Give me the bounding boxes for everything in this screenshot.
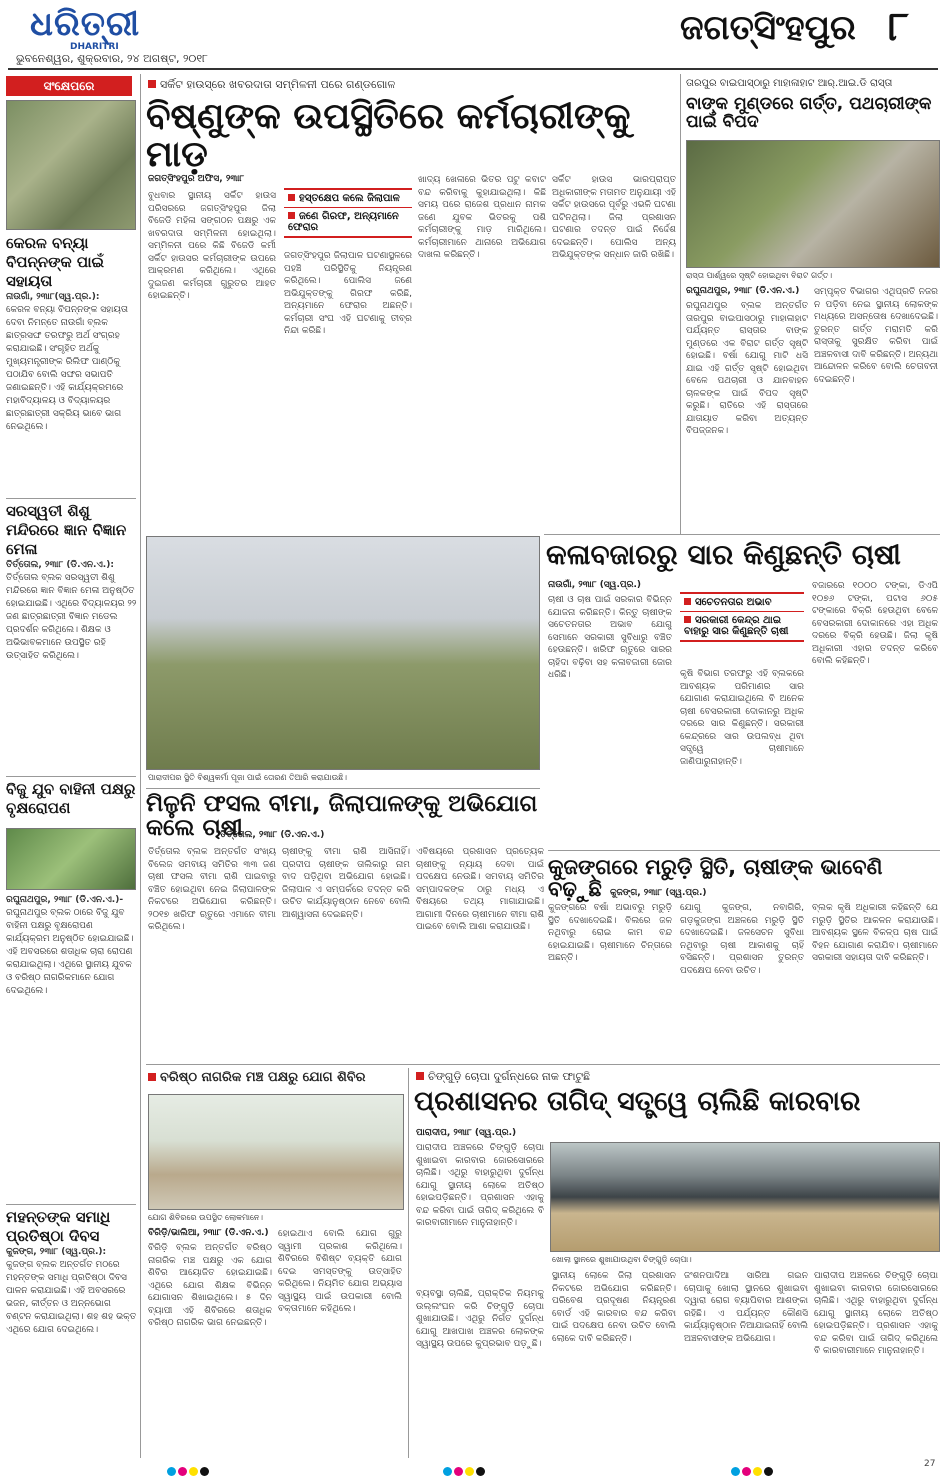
lead-body-col3: ଖାଦ୍ୟ ଖେଳାରେ ଭିତର ପଟୁ କବାଟ ବନ୍ଦ କରିବାକୁ କୁହାଯାଇଥିଲା। କିଛି ସମୟ ପରେ ରାଜେଶ ପ୍ରଧାନ ନାମକ ଜଣେ ଯୁବକ ଭିତରକୁ ପଶି କର୍ମଚାରୀଙ୍କୁ ମାଡ଼ ମାରିଥିଲେ। କର୍ମଚାରୀମାନେ ଥାନାରେ ଅଭିଯୋଗ ଦାଖଲ କରିଛନ୍ତି। <box>418 175 546 260</box>
paradeep-photo-shrimp-shells <box>550 1142 940 1252</box>
paradeep-body-col4: ଜଂଶନପାଦିଆ ସାରିଆ ଗଇନ ଚୋପାକୁ ଖୋଲା ସ୍ଥାନରେ ଶୁଖାଇବା ଦ୍ୱାରା ରୋଗ ବ୍ୟାପିବାର ଆଶଙ୍କା ରହିଛି। ଏ ପର୍ଯ୍ୟନ୍ତ କୌଣସି କାର୍ଯ୍ୟାନୁଷ୍ଠାନ ନିଆଯାଇନାହିଁ ବୋଲି ଅଞ୍ଚଳବାସୀଙ୍କ ଅଭିଯୋଗ। <box>684 1271 808 1344</box>
red-square-icon <box>288 194 295 201</box>
road-dateline: ରଘୁନାଥପୁର, ୨୩ା୮ (ଡି.ଏନ.ଏ.) <box>686 286 800 296</box>
road-body-col1: ରଘୁନାଥପୁର ବ୍ଲକ ଅନ୍ତର୍ଗତ ତାରପୁର ବାଇପାସଠାରୁ ମାହାଳାହାଟ ପର୍ଯ୍ୟନ୍ତ ରାସ୍ତାର ବାଙ୍କ ମୁଣ୍ଡରେ ଏକ ବିରାଟ ଗର୍ତ୍ତ ସୃଷ୍ଟି ହୋଇଛି। ବର୍ଷା ଯୋଗୁ ମାଟି ଧସି ଯାଇ ଏହି ଗର୍ତ୍ତ ସୃଷ୍ଟି ହୋଇଥିବା ବେଳେ ପଥଚାରୀ ଓ ଯାନବାହନ ଚାଳକଙ୍କ ପାଇଁ ବିପଦ ସୃଷ୍ଟି କରୁଛି। ରାତିରେ ଏହି ରାସ୍ତାରେ ଯାତାୟାତ କରିବା ଅତ୍ୟନ୍ତ ବିପଜ୍ଜନକ। <box>686 301 808 436</box>
magenta-dot-icon <box>742 1467 751 1476</box>
paradeep-body-col2: ବ୍ୟବସ୍ଥା ଚାଲିଛି, ପ୍ରାକ୍ତିକ ନିୟମକୁ ଉଲ୍ଲଂଘନ କରି ଚିଙ୍ଗୁଡ଼ି ଚୋପା ଶୁଖାଯାଉଛି। ଏଥିରୁ ନିର୍ଗତ ଦୁର୍ଗନ୍ଧ ଯୋଗୁ ଆଖପାଖ ଅଞ୍ଚଳର ଲୋକଙ୍କ ସ୍ୱାସ୍ଥ୍ୟ ଉପରେ କୁପ୍ରଭାବ ପଡ଼ୁଛି। <box>416 1289 544 1349</box>
page-number: ୮ <box>888 4 909 50</box>
yellow-dot-icon <box>189 1467 198 1476</box>
red-square-icon <box>148 1073 156 1081</box>
masthead-rule <box>8 68 938 70</box>
left-story-kerala-flood <box>6 234 138 494</box>
left-story-dateline: କୁଜଙ୍ଗ, ୨୩ା୮ (ସ୍ୱ.ପ୍ର.): <box>6 1247 107 1257</box>
left-story-body: ତିର୍ତ୍ତୋଲ ବ୍ଲକ ସରସ୍ୱତୀ ଶିଶୁ ମନ୍ଦିରରେ ଜ୍ଞାନ ବିଜ୍ଞାନ ମେଳା ଅନୁଷ୍ଠିତ ହୋଇଯାଇଛି। ଏଥିରେ ବିଦ୍ୟାଳୟର ୨୨ ଜଣ ଛାତ୍ରଛାତ୍ରୀ ବିଜ୍ଞାନ ମଡେଲ ପ୍ରଦର୍ଶନ କରିଥିଲେ। ଶିକ୍ଷକ ଓ ଅଭିଭାବକମାନେ ଉପସ୍ଥିତ ରହି ଉତ୍ସାହିତ କରିଥିଲେ। <box>6 573 137 661</box>
yoga-dateline: ବିରିଡ଼ି/ଭାଲିଆ, ୨୩ା୮ (ଡି.ଏନ.ଏ.) <box>148 1228 269 1238</box>
divider <box>544 534 940 535</box>
lead-body-col1: ବୁଧବାର ସ୍ଥାନୀୟ ସର୍କିଟ ହାଉସ ପରିସରରେ ଜଗତ୍‌ସିଂହପୁର ଜିଲା ବିଜେଡି ମହିଳା ସଙ୍ଗଠନ ପକ୍ଷରୁ ଏକ ଖବରଦାତା ସମ୍ମିଳନୀ ହୋଇଥିଲା। ସମ୍ମିଳନୀ ପରେ କିଛି ବିଜେଡି କର୍ମୀ ସର୍କିଟ ହାଉସର କର୍ମଚାରୀଙ୍କ ଉପରେ ଆକ୍ରମଣ କରିଥିଲେ। ଏଥିରେ ଦୁଇଜଣ କର୍ମଚାରୀ ଗୁରୁତର ଆହତ ହୋଇଛନ୍ତି। <box>148 191 276 301</box>
page-code: 27 <box>924 1459 936 1469</box>
red-square-icon <box>288 212 295 219</box>
divider <box>6 498 136 499</box>
paradeep-body-col5: ପାରାଦୀପ ଅଞ୍ଚଳରେ ଚିଙ୍ଗୁଡ଼ି ଚୋପା ଶୁଖାଇବା କାରବାର ଜୋରସୋରରେ ଚାଲିଛି। ଏଥିରୁ ବାହାରୁଥିବା ଦୁର୍ଗନ୍ଧ ଯୋଗୁ ସ୍ଥାନୀୟ ଲୋକେ ଅତିଷ୍ଠ ହୋଇପଡ଼ିଛନ୍ତି। ପ୍ରଶାସନ ଏହାକୁ ବନ୍ଦ କରିବା ପାଇଁ ତାଗିଦ୍ କରିଥିଲେ ବି କାରବାରୀମାନେ ମାନୁନାହାନ୍ତି। <box>814 1271 938 1356</box>
insurance-body-col1: ତିର୍ତ୍ତୋଲ ବ୍ଲକ ଅନ୍ତର୍ଗତ ସଂଖ୍ୟ ବିଲେଜ ସମବାୟ ସମିତିର ୩୩ ଜଣ ଚାଷୀ ଫସଲ ବୀମା ରାଶି ପାଇବାରୁ ବଞ୍ଚିତ ହୋଇଥିବା ନେଇ ଜିଲାପାଳଙ୍କ ନିକଟରେ ଅଭିଯୋଗ କରିଛନ୍ତି। ୨୦୧୭ ଖରିଫ ଋତୁରେ ଏମାନେ ବୀମା କରିଥିଲେ। <box>148 847 276 932</box>
yoga-photo-caption: ଯୋଗ ଶିବିରରେ ଉପସ୍ଥିତ ଲୋକମାନେ। <box>148 1213 264 1222</box>
left-story-science-fair <box>6 502 138 772</box>
divider <box>548 850 940 851</box>
left-story-body: କେରଳ ବନ୍ୟା ବିପନ୍ନଙ୍କ ସହାୟତା ଦେବା ନିମନ୍ତେ ନାଉଗାଁ ବ୍ଲକ ଛାତ୍ରସଙ୍ଘ ତରଫରୁ ଅର୍ଥ ସଂଗ୍ରହ କରାଯାଇଛି। ସଂଗୃହିତ ଅର୍ଥକୁ ମୁଖ୍ୟମନ୍ତ୍ରୀଙ୍କ ରିଲିଫ ପାଣ୍ଠିକୁ ପଠାଯିବ ବୋଲି ସଙ୍ଘର ସଭାପତି ଜଣାଇଛନ୍ତି। ଏହି କାର୍ଯ୍ୟକ୍ରମରେ ମହାବିଦ୍ୟାଳୟ ଓ ବିଦ୍ୟାଳୟର ଛାତ୍ରଛାତ୍ରୀ ସକ୍ରିୟ ଭାବେ ଭାଗ ନେଇଥିଲେ। <box>6 305 129 432</box>
black-dot-icon <box>764 1467 773 1476</box>
fertilizer-headline: କଳାବଜାରରୁ ସାର କିଣୁଛନ୍ତି ଚାଷୀ <box>546 538 901 571</box>
kujang-headline: କୁଜଙ୍ଗରେ ମରୁଡ଼ି ସ୍ଥିତି, ଚାଷୀଙ୍କ ଭାବେଣି ବଢ଼ୁଛି <box>548 855 883 902</box>
divider <box>6 1204 136 1205</box>
black-dot-icon <box>476 1467 485 1476</box>
yoga-kicker: ବରିଷ୍ଠ ନାଗରିକ ମଞ୍ଚ ପକ୍ଷରୁ ଯୋଗ ଶିବିର <box>148 1070 398 1085</box>
lead-body-col2: ଜଗତ୍‌ସିଂହପୁର ଜିଲାପାଳ ଘଟଣାସ୍ଥଳରେ ପହଞ୍ଚି ପରିସ୍ଥିତିକୁ ନିୟନ୍ତ୍ରଣ କରିଥିଲେ। ପୋଲିସ ଜଣେ ଅଭିଯୁକ୍ତଙ୍କୁ ଗିରଫ କରିଛି, ଅନ୍ୟମାନେ ଫେରାର ଅଛନ୍ତି। କର୍ମଚାରୀ ସଂଘ ଏହି ଘଟଣାକୁ ତୀବ୍ର ନିନ୍ଦା କରିଛି। <box>284 251 412 336</box>
left-photo-plantation <box>6 828 136 890</box>
lead-body-col4: ସର୍କିଟ ହାଉସ ଭାରପ୍ରାପ୍ତ ଅଧିକାରୀଙ୍କ ମତାମତ ଅନୁଯାୟୀ ଏହି ସର୍କିଟ ହାଉସରେ ପୂର୍ବରୁ ଏଭଳି ଘଟଣା ଘଟିନଥିଲା। ଜିଲା ପ୍ରଶାସନ ଘଟଣାର ତଦନ୍ତ ପାଇଁ ନିର୍ଦ୍ଦେଶ ଦେଇଛନ୍ତି। ପୋଲିସ ଅନ୍ୟ ଅଭିଯୁକ୍ତଙ୍କ ସନ୍ଧାନ ଜାରି ରଖିଛି। <box>552 175 676 260</box>
left-story-body: ରଘୁନାଥପୁର ବ୍ଲକ ଠାରେ ବିଜୁ ଯୁବ ବାହିନୀ ପକ୍ଷରୁ ବୃକ୍ଷରୋପଣ କାର୍ଯ୍ୟକ୍ରମ ଅନୁଷ୍ଠିତ ହୋଇଯାଇଛି। ଏହି ଅବସରରେ ଶତାଧିକ ଚାରା ରୋପଣ କରାଯାଇଥିଲା। ଏଥିରେ ସ୍ଥାନୀୟ ଯୁବକ ଓ ବରିଷ୍ଠ ନାଗରିକମାନେ ଯୋଗ ଦେଇଥିଲେ। <box>6 908 134 996</box>
cyan-dot-icon <box>443 1467 452 1476</box>
print-footer <box>0 1460 945 1471</box>
column-rule <box>680 74 681 534</box>
kujang-body-col3: ବ୍ଲକ କୃଷି ଅଧିକାରୀ କହିଛନ୍ତି ଯେ ମରୁଡ଼ି ସ୍ଥିତିର ଆକଳନ କରାଯାଉଛି। ଆବଶ୍ୟକ ସ୍ଥଳେ ବିକଳ୍ପ ଚାଷ ପାଇଁ ବିହନ ଯୋଗାଣ କରାଯିବ। ଚାଷୀମାନେ ସରକାରୀ ସହାୟତା ଦାବି କରିଛନ୍ତି। <box>812 903 938 963</box>
lead-callout-box: ହସ୍ତକ୍ଷେପ କଲେ ଜିଲାପାଳ ଜଣେ ଗିରଫ, ଅନ୍ୟମାନେ ଫେରାର <box>284 188 412 238</box>
yellow-dot-icon <box>465 1467 474 1476</box>
lead-photo-caption: ପାରାଦୀପର ସ୍ଥିତି ବିଶ୍ୱକର୍ମା ପୂଜା ପାଇଁ ତୋରଣ ତିଆରି କରାଯାଉଛି। <box>148 773 347 782</box>
fertilizer-callout-box: ସଚେତନତାର ଅଭାବ ସରକାରୀ କେନ୍ଦ୍ର ଥାଇ ବାହାରୁ ସାର କିଣୁଛନ୍ତି ଚାଷୀ <box>680 592 804 642</box>
column-rule <box>408 1068 409 1458</box>
paradeep-photo-caption: ଖୋଲା ସ୍ଥାନରେ ଶୁଖାଯାଉଥିବା ଚିଙ୍ଗୁଡ଼ି ଚୋପା। <box>552 1255 692 1264</box>
paradeep-body-col1: ପାରାଦୀପ ଅଞ୍ଚଳରେ ଚିଙ୍ଗୁଡ଼ି ଚୋପା ଶୁଖାଇବା କାରବାର ଜୋରସୋରରେ ଚାଲିଛି। ଏଥିରୁ ବାହାରୁଥିବା ଦୁର୍ଗନ୍ଧ ଯୋଗୁ ସ୍ଥାନୀୟ ଲୋକେ ଅତିଷ୍ଠ ହୋଇପଡ଼ିଛନ୍ତି। ପ୍ରଶାସନ ଏହାକୁ ବନ୍ଦ କରିବା ପାଇଁ ତାଗିଦ୍ କରିଥିଲେ ବି କାରବାରୀମାନେ ମାନୁନାହାନ୍ତି। <box>416 1143 544 1228</box>
left-story-body: କୁଜଙ୍ଗ ବ୍ଲକ ଅନ୍ତର୍ଗତ ମଠରେ ମହନ୍ତଙ୍କ ସମାଧି ପ୍ରତିଷ୍ଠା ଦିବସ ପାଳନ କରାଯାଇଛି। ଏହି ଅବସରରେ ଭଜନ, କୀର୍ତ୍ତନ ଓ ଅନ୍ନଭୋଗ ବଣ୍ଟନ କରାଯାଇଥିଲା। ଶହ ଶହ ଭକ୍ତ ଏଥିରେ ଯୋଗ ଦେଇଥିଲେ। <box>6 1260 137 1335</box>
red-square-icon <box>684 598 691 605</box>
insurance-dateline: ତିର୍ତ୍ତୋଲ, ୨୩ା୮ (ଡି.ଏନ.ଏ.) <box>220 830 325 840</box>
fertilizer-dateline: ନାଉଗାଁ, ୨୩ା୮ (ସ୍ୱ.ପ୍ର.) <box>548 580 641 590</box>
lead-kicker: ସର୍କିଟ ହାଉସ୍‌ରେ ଖବରଦାତା ସମ୍ମିଳନୀ ପରେ ଗଣ୍ଡଗୋଳ <box>148 78 668 92</box>
newspaper-logo-sub: DHARITRI <box>70 42 119 52</box>
red-square-icon <box>148 80 156 88</box>
yoga-photo <box>148 1094 404 1210</box>
left-story-headline: ବିଜୁ ଯୁବ ବାହିନୀ ପକ୍ଷରୁ ବୃକ୍ଷରୋପଣ <box>6 780 136 817</box>
paradeep-dateline: ପାରାଦୀପ, ୨୩ା୮ (ସ୍ୱ.ପ୍ର.) <box>416 1128 517 1138</box>
left-photo-students <box>6 100 136 230</box>
divider <box>6 776 136 777</box>
cyan-dot-icon <box>731 1467 740 1476</box>
magenta-dot-icon <box>178 1467 187 1476</box>
fertilizer-body-col3: ବଜାରରେ ୧୦୦୦ ଟଙ୍କା, ଡିଏପି ୧୦୭୬ ଟଙ୍କା, ପଟାସ ୬୦୫ ଟଙ୍କାରେ ବିକ୍ରି ହେଉଥିବା ବେଳେ ବେସରକାରୀ ଦୋକାନରେ ଏହା ଅଧିକ ଦରରେ ବିକ୍ରି ହେଉଛି। ଜିଲା କୃଷି ଅଧିକାରୀ ଏହାର ତଦନ୍ତ କରିବେ ବୋଲି କହିଛନ୍ତି। <box>812 581 938 666</box>
cyan-dot-icon <box>167 1467 176 1476</box>
left-story-samadhi <box>6 1208 138 1458</box>
yoga-body-col2: ହୋଇଥାଏ ବୋଲି ଯୋଗ ଗୁରୁ ସ୍ୱାମୀ ପ୍ରକାଶ କରିଥିଲେ। ଶିବିରରେ ବିଶିଷ୍ଟ ବ୍ୟକ୍ତି ଯୋଗ ଦେଇ ସମସ୍ତଙ୍କୁ ଉତ୍ସାହିତ କରିଥିଲେ। ନିୟମିତ ଯୋଗ ଅଭ୍ୟାସ ସ୍ୱାସ୍ଥ୍ୟ ପାଇଁ ଉପକାରୀ ବୋଲି ବକ୍ତାମାନେ କହିଥିଲେ। <box>278 1229 402 1314</box>
left-story-headline: ମହନ୍ତଙ୍କ ସମାଧି ପ୍ରତିଷ୍ଠା ଦିବସ <box>6 1208 111 1245</box>
lead-photo-bamboo-pandal <box>146 536 540 770</box>
kujang-body-col1: କୁଜଙ୍ଗରେ ବର୍ଷା ଅଭାବରୁ ମରୁଡ଼ି ସ୍ଥିତି ଦେଖାଦେଇଛି। ବିଲରେ ଜଳ ନଥିବାରୁ ରୋଇ କାମ ବନ୍ଦ ହୋଇଯାଇଛି। ଚାଷୀମାନେ ଚିନ୍ତାରେ ଅଛନ୍ତି। <box>548 903 672 963</box>
road-kicker: ତାରପୁର ବାଇପାସ୍‌ଠାରୁ ମାହାଳାହାଟ ଆର୍.ଆଇ.ଡି ରାସ୍ତା <box>686 78 893 89</box>
road-photo-caption: ରାସ୍ତା ପାର୍ଶ୍ୱରେ ସୃଷ୍ଟି ହୋଇଥିବା ବିରାଟ ଗର୍ତ୍ତ। <box>686 271 833 280</box>
yellow-dot-icon <box>753 1467 762 1476</box>
fertilizer-body-col2: କୃଷି ବିଭାଗ ତରଫରୁ ଏହି ବ୍ଲକରେ ଆବଶ୍ୟକ ପରିମାଣର ସାର ଯୋଗାଣ କରାଯାଇଥିଲେ ବି ଅନେକ ଚାଷୀ ବେସରକାରୀ ଦୋକାନରୁ ଅଧିକ ଦରରେ ସାର କିଣୁଛନ୍ତି। ସରକାରୀ କେନ୍ଦ୍ରରେ ସାର ଉପଲବ୍ଧ ଥିବା ସତ୍ତ୍ୱେ ଚାଷୀମାନେ ଜାଣିପାରୁନାହାନ୍ତି। <box>680 669 804 767</box>
red-square-icon <box>416 1072 424 1080</box>
insurance-headline: ମିଳୁନି ଫସଲ ବୀମା, ଜିଲାପାଳଙ୍କୁ ଅଭିଯୋଗ କଲେ ଚାଷୀ <box>146 791 538 842</box>
magenta-dot-icon <box>454 1467 463 1476</box>
insurance-body-col3: ଏବିଷୟରେ ପ୍ରଶାସନ ପ୍ରତ୍ୟେକ ଚାଷୀଙ୍କୁ ନ୍ୟାୟ ଦେବା ପାଇଁ ପଦକ୍ଷେପ ନେଉଛି। ସମବାୟ ସମିତିର ସମ୍ପାଦକଙ୍କ ଠାରୁ ମଧ୍ୟ ଏ ବିଷୟରେ ତଥ୍ୟ ମାଗାଯାଇଛି। ଆଗାମୀ ଦିନରେ ଚାଷୀମାନେ ବୀମା ରାଶି ପାଇବେ ବୋଲି ଆଶା କରାଯାଉଛି। <box>416 847 544 932</box>
road-photo-pothole <box>686 140 940 268</box>
black-dot-icon <box>200 1467 209 1476</box>
divider <box>146 1064 940 1065</box>
left-story-plantation-head <box>6 780 138 824</box>
insurance-body-col2: ଚାଷୀଙ୍କୁ ବୀମା ରାଶି ଆସିନାହିଁ। ପ୍ରଦୀପ ଚାଷୀଙ୍କ ତାଲିକାରୁ ନାମ ବାଦ ପଡ଼ିଥିବା ଅଭିଯୋଗ ହୋଇଛି। ଜିଲାପାଳ ଏ ସମ୍ପର୍କରେ ତଦନ୍ତ କରି ଉଚିତ କାର୍ଯ୍ୟାନୁଷ୍ଠାନ ନେବେ ବୋଲି ଆଶ୍ୱାସନା ଦେଇଛନ୍ତି। <box>282 847 410 920</box>
summary-tag: ସଂକ୍ଷେପରେ <box>6 76 132 96</box>
paradeep-body-col3: ସ୍ଥାନୀୟ ଲୋକେ ଜିଲା ପ୍ରଶାସନ ନିକଟରେ ଅଭିଯୋଗ କରିଛନ୍ତି। ପରିବେଶ ପ୍ରଦୂଷଣ ନିୟନ୍ତ୍ରଣ ବୋର୍ଡ ଏହି କାରବାର ବନ୍ଦ କରିବା ପାଇଁ ପଦକ୍ଷେପ ନେବା ଉଚିତ ବୋଲି ଲୋକେ ଦାବି କରିଛନ୍ତି। <box>552 1271 676 1344</box>
paradeep-kicker: ଚିଙ୍ଗୁଡ଼ି ଚୋପା ଦୁର୍ଗନ୍ଧରେ ନାକ ଫାଟୁଛି <box>416 1070 716 1084</box>
kujang-dateline: କୁଜଙ୍ଗ, ୨୩ା୮ (ସ୍ୱ.ପ୍ର.) <box>610 888 707 898</box>
column-rule <box>140 74 141 1458</box>
issue-dateline: ଭୁବନେଶ୍ୱର, ଶୁକ୍ରବାର, ୨୪ ଅଗଷ୍ଟ, ୨୦୧୮ <box>16 52 208 65</box>
yoga-body-col1: ବିରିଡ଼ି ବ୍ଲକ ଅନ୍ତର୍ଗତ ବରିଷ୍ଠ ନାଗରିକ ମଞ୍ଚ ପକ୍ଷରୁ ଏକ ଯୋଗ ଶିବିର ଆୟୋଜିତ ହୋଇଯାଇଛି। ଏଥିରେ ଯୋଗ ଶିକ୍ଷକ ବିଭିନ୍ନ ଯୋଗାସନ ଶିଖାଇଥିଲେ। ୫ ଦିନ ବ୍ୟାପୀ ଏହି ଶିବିରରେ ଶତାଧିକ ବରିଷ୍ଠ ନାଗରିକ ଭାଗ ନେଇଛନ୍ତି। <box>148 1243 272 1328</box>
fertilizer-body-col1: ଚାଷୀ ଓ ଚାଷ ପାଇଁ ସରକାର ବିଭିନ୍ନ ଯୋଜନା କରିଛନ୍ତି। କିନ୍ତୁ ଚାଷୀଙ୍କ ସଚେତନତାର ଅଭାବ ଯୋଗୁ ସେମାନେ ସରକାରୀ ସୁବିଧାରୁ ବଞ୍ଚିତ ହେଉଛନ୍ତି। ଖରିଫ ଋତୁରେ ସାରର ଚାହିଦା ବଢ଼ିବା ସହ କଳାବଜାରୀ ଜୋର ଧରିଛି। <box>548 595 672 680</box>
paradeep-headline: ପ୍ରଶାସନର ତାଗିଦ୍ ସତ୍ତ୍ୱେ ଚାଲିଛି କାରବାର <box>414 1086 861 1117</box>
kujang-body-col2: ଯୋଗୁ କୁଜଙ୍ଗ, ନବାଗିରି, ଗଡ଼କୁଜଙ୍ଗ ଅଞ୍ଚଳରେ ମରୁଡ଼ି ସ୍ଥିତି ଦେଖାଦେଇଛି। ଜଳସେଚନ ସୁବିଧା ନଥିବାରୁ ଚାଷୀ ଆକାଶକୁ ଚାହିଁ ବସିଛନ୍ତି। ପ୍ରଶାସନ ତୁରନ୍ତ ପଦକ୍ଷେପ ନେବା ଉଚିତ। <box>680 903 804 976</box>
newspaper-logo: ଧରିତ୍ରୀ <box>30 4 141 44</box>
left-story-headline: ସରସ୍ୱତୀ ଶିଶୁ ମନ୍ଦିରରେ ଜ୍ଞାନ ବିଜ୍ଞାନ ମେଳା <box>6 502 127 558</box>
red-square-icon <box>684 616 691 623</box>
road-headline: ବାଙ୍କ ମୁଣ୍ଡରେ ଗର୍ତ୍ତ, ପଥଚାରୀଙ୍କ ପାଇଁ ବିପଦ <box>686 94 932 132</box>
road-body-col2: ସମ୍ପୃକ୍ତ ବିଭାଗର ଏଥିପ୍ରତି ନଜର ନ ପଡ଼ିବା ନେଇ ସ୍ଥାନୀୟ ଲୋକଙ୍କ ମଧ୍ୟରେ ଅସନ୍ତୋଷ ଦେଖାଦେଇଛି। ତୁରନ୍ତ ଗର୍ତ୍ତ ମରାମତି କରି ରାସ୍ତାକୁ ସୁରକ୍ଷିତ କରିବା ପାଇଁ ଅଞ୍ଚଳବାସୀ ଦାବି କରିଛନ୍ତି। ଅନ୍ୟଥା ଆନ୍ଦୋଳନ କରିବେ ବୋଲି ଚେତାବନୀ ଦେଇଛନ୍ତି। <box>814 287 938 385</box>
left-story-dateline: ରଘୁନାଥପୁର, ୨୩ା୮ (ଡି.ଏନ.ଏ.)- <box>6 895 124 905</box>
masthead <box>0 0 945 70</box>
lead-headline: ବିଷ୍ଣୁଙ୍କ ଉପସ୍ଥିତିରେ କର୍ମଚାରୀଙ୍କୁ ମାଡ଼ <box>146 96 631 175</box>
left-story-headline: କେରଳ ବନ୍ୟା ବିପନ୍ନଙ୍କ ପାଇଁ ସହାୟତା <box>6 234 104 290</box>
divider <box>146 788 540 789</box>
left-story-plantation-body <box>6 894 138 1200</box>
lead-dateline: ଜଗତ୍‌ସିଂହପୁର ଅଫିସ, ୨୩ା୮ <box>148 174 245 184</box>
section-title: ଜଗତ୍‌ସିଂହପୁର <box>680 8 856 48</box>
left-story-dateline: ତିର୍ତ୍ତୋଲ, ୨୩ା୮ (ଡି.ଏନ.ଏ.): <box>6 560 114 570</box>
left-story-dateline: ନାଉଗାଁ, ୨୩ା୮(ସ୍ୱ.ପ୍ର.): <box>6 292 100 302</box>
